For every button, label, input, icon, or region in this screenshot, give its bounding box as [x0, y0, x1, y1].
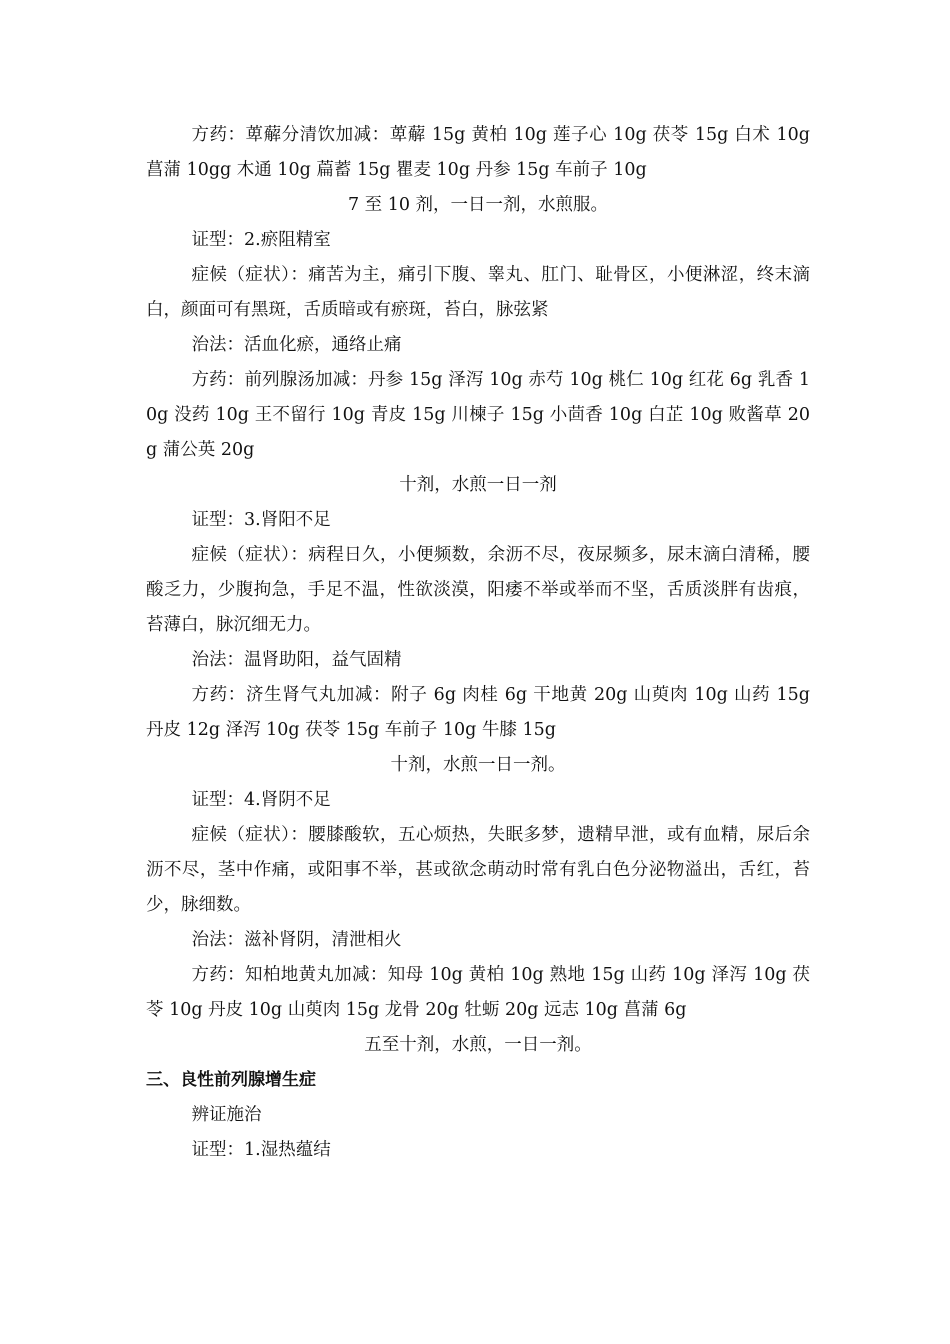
prescription-paragraph: 方药：萆薢分清饮加减：萆薢 15g 黄柏 10g 莲子心 10g 茯苓 15g 白术 10g 菖蒲 10gg 木通 10g 萹蓄 15g 瞿麦 10g 丹参 15g 车前子 10g: [146, 125, 810, 180]
treatment-method: 治法：活血化瘀，通络止痛: [191, 335, 402, 355]
prescription-paragraph: 方药：济生肾气丸加减：附子 6g 肉桂 6g 干地黄 20g 山萸肉 10g 山药 15g 丹皮 12g 泽泻 10g 茯苓 15g 车前子 10g 牛膝 15g: [146, 685, 810, 740]
subsection-label: 辨证施治: [191, 1105, 262, 1125]
syndrome-type: 证型：3.肾阳不足: [191, 510, 331, 530]
dosage-instruction: 十剂，水煎一日一剂: [399, 475, 557, 495]
dosage-instruction: 7 至 10 剂，一日一剂，水煎服。: [347, 195, 609, 215]
symptoms-paragraph: 症候（症状）：病程日久，小便频数，余沥不尽，夜尿频多，尿末滴白清稀，腰酸乏力，少腹拘急，手足不温，性欲淡漠，阳痿不举或举而不坚，舌质淡胖有齿痕，苔薄白，脉沉细无力。: [146, 545, 810, 635]
symptoms-paragraph: 症候（症状）：痛苦为主，痛引下腹、睾丸、肛门、耻骨区，小便淋涩，终末滴白，颜面可有黑斑，舌质暗或有瘀斑，苔白，脉弦紧: [146, 265, 810, 320]
dosage-instruction: 十剂，水煎一日一剂。: [390, 755, 566, 775]
treatment-method: 治法：温肾助阳，益气固精: [191, 650, 402, 670]
document-page: [146, 118, 810, 1168]
dosage-instruction: 五至十剂，水煎，一日一剂。: [364, 1035, 592, 1055]
section-heading: 三、良性前列腺增生症: [146, 1070, 316, 1090]
syndrome-type: 证型：2.瘀阻精室: [191, 230, 331, 250]
symptoms-paragraph: 症候（症状）：腰膝酸软，五心烦热，失眠多梦，遗精早泄，或有血精，尿后余沥不尽，茎中作痛，或阳事不举，甚或欲念萌动时常有乳白色分泌物溢出，舌红，苔少，脉细数。: [146, 825, 810, 915]
syndrome-type: 证型：4.肾阴不足: [191, 790, 331, 810]
syndrome-type: 证型：1.湿热蕴结: [191, 1140, 331, 1160]
prescription-paragraph: 方药：知柏地黄丸加减：知母 10g 黄柏 10g 熟地 15g 山药 10g 泽泻 10g 茯苓 10g 丹皮 10g 山萸肉 15g 龙骨 20g 牡蛎 20g 远志 10g 菖蒲 6g: [146, 965, 810, 1020]
prescription-paragraph: 方药：前列腺汤加减：丹参 15g 泽泻 10g 赤芍 10g 桃仁 10g 红花 6g 乳香 10g 没药 10g 王不留行 10g 青皮 15g 川楝子 15g 小茴香 10g 白芷 10g 败酱草 20g 蒲公英 20g: [146, 370, 810, 460]
treatment-method: 治法：滋补肾阴，清泄相火: [191, 930, 402, 950]
